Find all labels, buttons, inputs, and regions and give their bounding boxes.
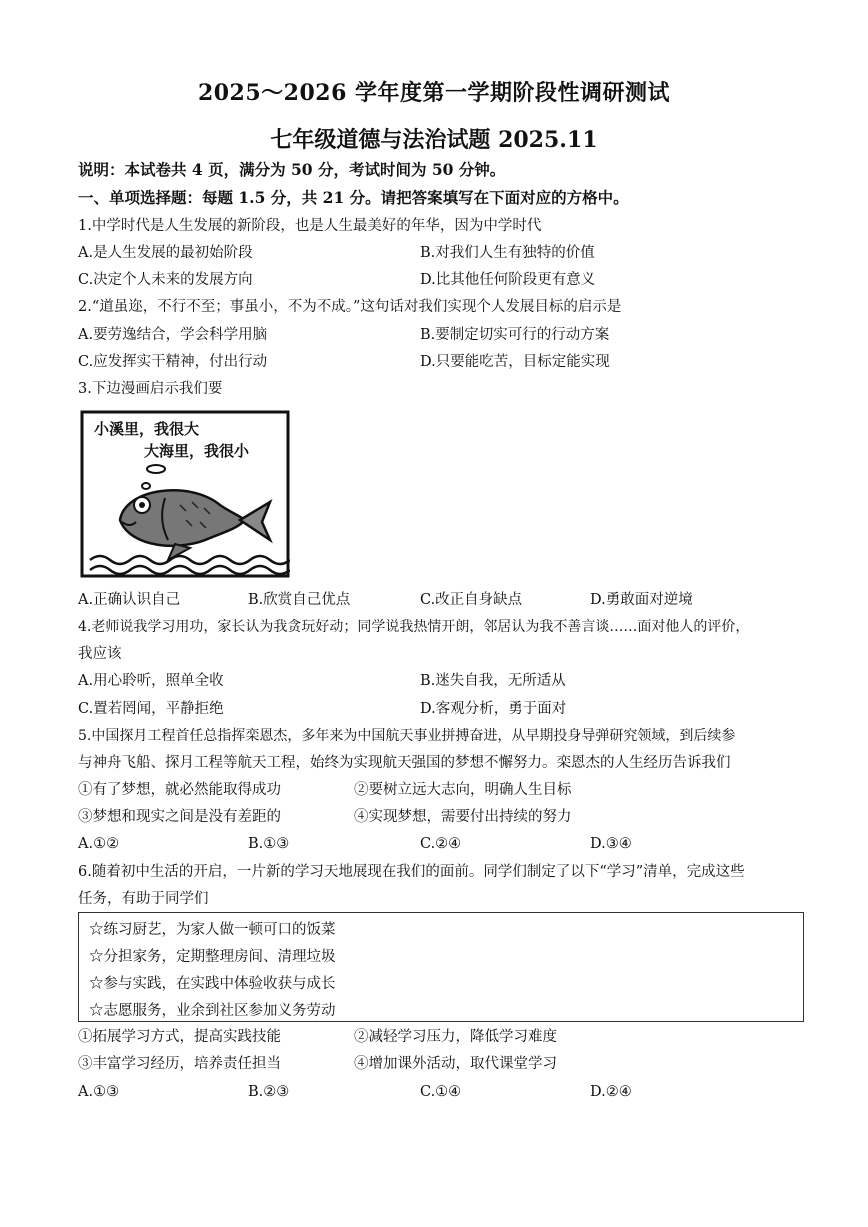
q5-option-d: D.③④ [590, 836, 632, 852]
q2-option-a: A.要劳逸结合，学会科学用脑 [78, 327, 268, 343]
q3-option-d: D.勇敢面对逆境 [590, 592, 693, 608]
q6-option-d: D.②④ [590, 1084, 632, 1100]
q3-option-b: B.欣赏自己优点 [248, 592, 351, 608]
section-heading: 一、单项选择题：每题 1.5 分，共 21 分。请把答案填写在下面对应的方格中。 [78, 188, 629, 207]
q4-stem-line2: 我应该 [78, 646, 122, 662]
q4-option-b: B.迷失自我，无所适从 [420, 673, 566, 689]
q6-stem-line1: 6.随着初中生活的开启，一片新的学习天地展现在我们的面前。同学们制定了以下“学习”清单，完成这些 [78, 864, 745, 880]
q1-option-d: D.比其他任何阶段更有意义 [420, 272, 596, 288]
q1-option-c: C.决定个人未来的发展方向 [78, 272, 253, 288]
q6-statement-3: ③丰富学习经历，培养责任担当 [78, 1056, 281, 1072]
q5-stem-line2: 与神舟飞船、探月工程等航天工程，始终为实现航天强国的梦想不懈努力。栾恩杰的人生经历告诉我们 [78, 755, 731, 771]
q4-option-d: D.客观分析，勇于面对 [420, 701, 567, 717]
q6-option-b: B.②③ [248, 1084, 290, 1100]
q6-stem-line2: 任务，有助于同学们 [78, 891, 209, 907]
q6-statement-1: ①拓展学习方式，提高实践技能 [78, 1029, 281, 1045]
task-item: ☆志愿服务，业余到社区参加义务劳动 [89, 1003, 336, 1019]
q5-option-a: A.①② [78, 836, 120, 852]
q4-stem-line1: 4.老师说我学习用功，家长认为我贪玩好动；同学说我热情开朗，邻居认为我不善言谈……面对他人的评价， [78, 619, 750, 635]
q2-stem: 2.“道虽迩，不行不至；事虽小，不为不成。”这句话对我们实现个人发展目标的启示是 [78, 299, 622, 315]
q5-statement-3: ③梦想和现实之间是没有差距的 [78, 809, 281, 825]
q2-option-d: D.只要能吃苦，目标定能实现 [420, 354, 610, 370]
q1-stem: 1.中学时代是人生发展的新阶段，也是人生最美好的年华，因为中学时代 [78, 218, 542, 234]
q2-option-b: B.要制定切实可行的行动方案 [420, 327, 610, 343]
exam-subtitle: 七年级道德与法治试题 2025.11 [270, 127, 598, 153]
task-item: ☆分担家务，定期整理房间、清理垃圾 [89, 949, 336, 965]
q1-option-a: A.是人生发展的最初始阶段 [78, 245, 253, 261]
exam-note: 说明：本试卷共 4 页，满分为 50 分，考试时间为 50 分钟。 [78, 160, 506, 179]
q3-stem: 3.下边漫画启示我们要 [78, 381, 223, 397]
q6-option-c: C.①④ [420, 1084, 462, 1100]
task-item: ☆练习厨艺，为家人做一顿可口的饭菜 [89, 922, 336, 938]
exam-title: 2025～2026 学年度第一学期阶段性调研测试 [197, 80, 671, 106]
study-task-list [78, 912, 804, 1022]
q5-stem-line1: 5.中国探月工程首任总指挥栾恩杰，多年来为中国航天事业拼搏奋进，从早期投身导弹研究领域，到后续参 [78, 728, 736, 744]
q5-statement-1: ①有了梦想，就必然能取得成功 [78, 782, 281, 798]
q6-statement-2: ②减轻学习压力，降低学习难度 [354, 1029, 557, 1045]
q5-option-c: C.②④ [420, 836, 462, 852]
q4-option-c: C.置若罔闻，平静拒绝 [78, 701, 224, 717]
comic-text-line1: 小溪里，我很大 [94, 420, 200, 438]
q3-option-c: C.改正自身缺点 [420, 592, 523, 608]
q5-statement-4: ④实现梦想，需要付出持续的努力 [354, 809, 572, 825]
q5-option-b: B.①③ [248, 836, 290, 852]
task-item: ☆参与实践，在实践中体验收获与成长 [89, 976, 336, 992]
q5-statement-2: ②要树立远大志向，明确人生目标 [354, 782, 572, 798]
q3-option-a: A.正确认识自己 [78, 592, 181, 608]
q6-statement-4: ④增加课外活动，取代课堂学习 [354, 1056, 557, 1072]
q2-option-c: C.应发挥实干精神，付出行动 [78, 354, 268, 370]
q6-option-a: A.①③ [78, 1084, 120, 1100]
q1-option-b: B.对我们人生有独特的价值 [420, 245, 595, 261]
q4-option-a: A.用心聆听，照单全收 [78, 673, 224, 689]
fish-comic-image [80, 410, 290, 578]
comic-text-line2: 大海里，我很小 [144, 442, 250, 460]
